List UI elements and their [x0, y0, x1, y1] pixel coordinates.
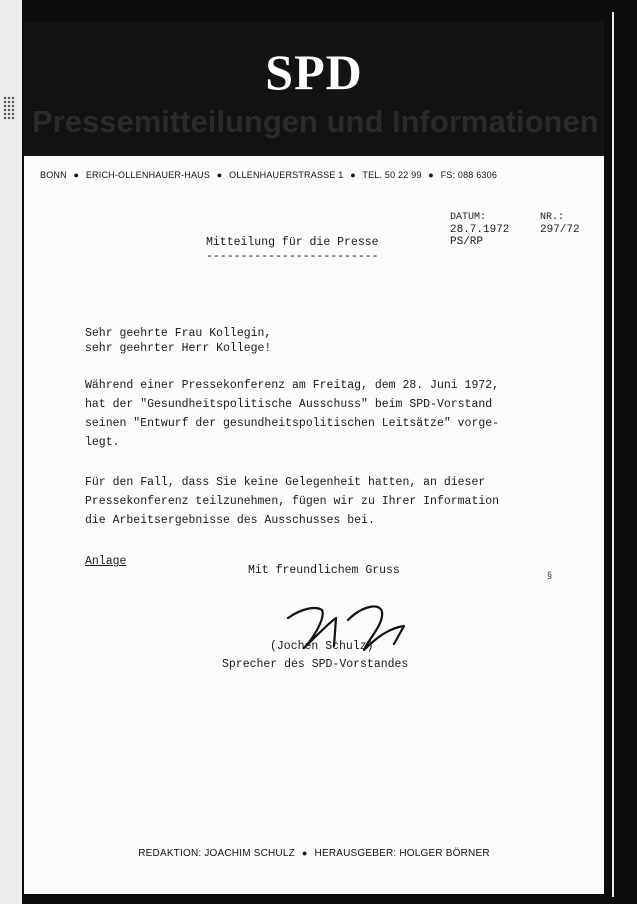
date-value: 28.7.1972 — [450, 224, 510, 236]
scan-border-right — [603, 0, 637, 904]
bullet-icon: ● — [350, 170, 356, 180]
number-value: 297/72 — [540, 224, 580, 236]
scan-speckle — [3, 96, 15, 120]
attachment-label: Anlage — [85, 555, 127, 568]
address-building: ERICH-OLLENHAUER-HAUS — [85, 170, 211, 180]
number-label: NR.: — [540, 212, 565, 223]
address-street: OLLENHAUERSTRASSE 1 — [229, 170, 344, 180]
salutation: Sehr geehrte Frau Kollegin, sehr geehrter Herr Kollege! — [85, 327, 272, 355]
scan-border-left — [0, 0, 22, 904]
tel-label: TEL. — [362, 170, 383, 180]
footer-publisher: HERAUSGEBER: HOLGER BÖRNER — [314, 848, 490, 859]
letterhead-subtitle: Pressemitteilungen und Informationen — [32, 104, 599, 139]
spd-logo: SPD — [265, 44, 363, 100]
memo-title: Mitteilung für die Presse — [206, 236, 379, 249]
number-block — [540, 212, 580, 236]
footer — [24, 848, 604, 859]
address-city: BONN — [40, 170, 67, 180]
signer-role: Sprecher des SPD-Vorstandes — [222, 658, 409, 671]
closing: Mit freundlichem Gruss — [248, 564, 400, 577]
fs-number: 088 6306 — [457, 170, 498, 180]
signer-name: (Jochen Schulz) — [270, 640, 374, 653]
letterhead — [24, 22, 604, 156]
date-block — [450, 212, 509, 248]
tel-number: 50 22 99 — [384, 170, 422, 180]
scan-edge-line — [612, 12, 614, 897]
bullet-icon: ● — [301, 848, 308, 858]
bullet-icon: ● — [216, 170, 223, 180]
paragraph-1: Während einer Pressekonferenz am Freitag, dem 28. Juni 1972, hat der "Gesundheitspolitische Ausschuss" beim SPD-Vorstand seinen "Entwurf der gesundheitspolitischen Leitsätze" vorge- legt. — [85, 379, 500, 449]
bullet-icon: ● — [428, 170, 434, 180]
memo-underline: ------------------------- — [206, 250, 379, 263]
fs-label: FS: — [440, 170, 456, 180]
date-label: DATUM: — [450, 212, 487, 223]
paragraph-2: Für den Fall, dass Sie keine Gelegenheit hatten, an dieser Pressekonferenz teilzunehmen, fügen wir zu Ihrer Information die Arbeitsergebnisse des Ausschusses bei. — [85, 476, 500, 527]
margin-mark: § — [547, 570, 553, 580]
letter-page — [24, 22, 604, 894]
address-bar — [40, 170, 600, 180]
reference-code: PS/RP — [450, 236, 484, 248]
footer-editor: REDAKTION: JOACHIM SCHULZ — [138, 848, 295, 859]
bullet-icon: ● — [73, 170, 80, 180]
